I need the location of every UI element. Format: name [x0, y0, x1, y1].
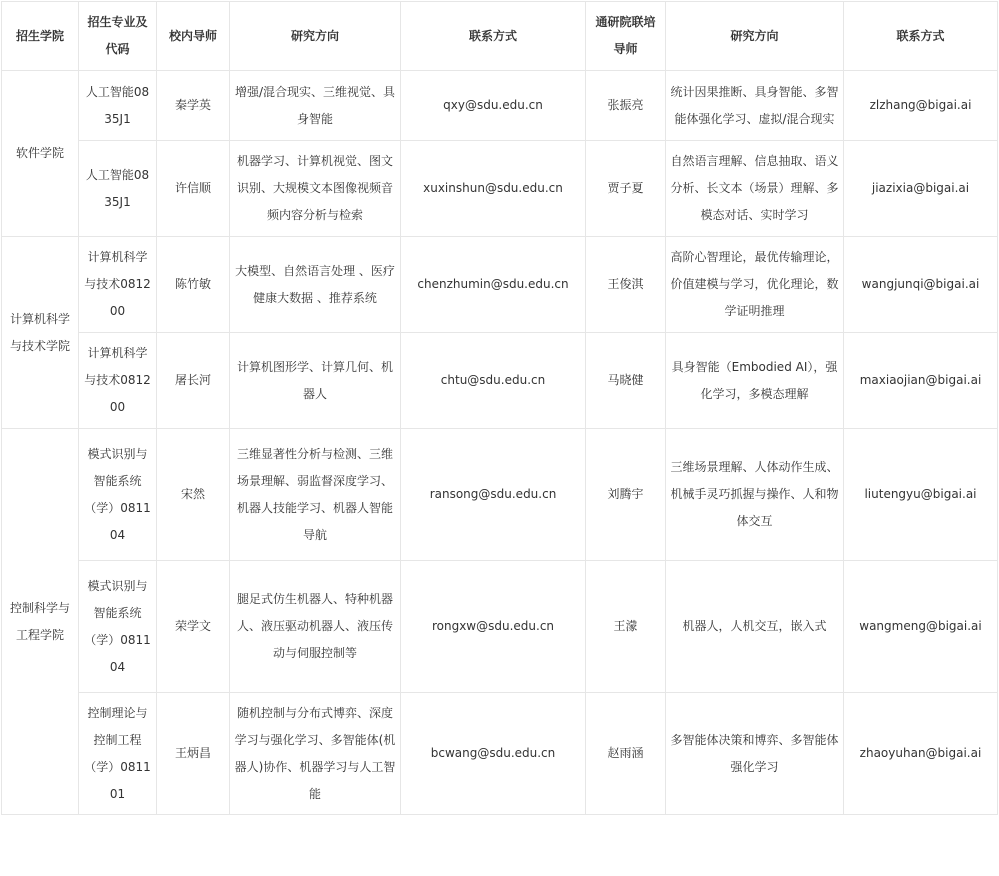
- table-header-row: [2, 2, 998, 71]
- college-cell: 控制科学与工程学院: [2, 429, 79, 815]
- bigai-mentor-cell: 刘腾宇: [586, 429, 666, 561]
- sdu-contact-cell: qxy@sdu.edu.cn: [401, 71, 586, 141]
- bigai-mentor-cell: 王俊淇: [586, 237, 666, 333]
- sdu-mentor-cell: 王炳昌: [157, 693, 230, 815]
- bigai-direction-cell: 机器人，人机交互，嵌入式: [666, 561, 844, 693]
- sdu-contact-cell: chenzhumin@sdu.edu.cn: [401, 237, 586, 333]
- header-bigai-contact: 联系方式: [844, 2, 998, 71]
- sdu-contact-cell: bcwang@sdu.edu.cn: [401, 693, 586, 815]
- sdu-mentor-cell: 屠长河: [157, 333, 230, 429]
- header-bigai-direction: 研究方向: [666, 2, 844, 71]
- bigai-contact-cell: zlzhang@bigai.ai: [844, 71, 998, 141]
- header-major: 招生专业及代码: [79, 2, 157, 71]
- bigai-mentor-cell: 赵雨涵: [586, 693, 666, 815]
- bigai-contact-cell: liutengyu@bigai.ai: [844, 429, 998, 561]
- sdu-mentor-cell: 宋然: [157, 429, 230, 561]
- bigai-direction-cell: 多智能体决策和博弈、多智能体强化学习: [666, 693, 844, 815]
- bigai-contact-cell: wangmeng@bigai.ai: [844, 561, 998, 693]
- bigai-contact-cell: maxiaojian@bigai.ai: [844, 333, 998, 429]
- header-sdu-mentor: 校内导师: [157, 2, 230, 71]
- sdu-contact-cell: xuxinshun@sdu.edu.cn: [401, 141, 586, 237]
- bigai-mentor-cell: 王濛: [586, 561, 666, 693]
- table-row: [2, 561, 998, 693]
- mentor-table: [1, 1, 998, 815]
- major-cell: 模式识别与智能系统（学）081104: [79, 429, 157, 561]
- header-sdu-contact: 联系方式: [401, 2, 586, 71]
- major-cell: 模式识别与智能系统（学）081104: [79, 561, 157, 693]
- table-row: [2, 141, 998, 237]
- bigai-direction-cell: 三维场景理解、人体动作生成、机械手灵巧抓握与操作、人和物体交互: [666, 429, 844, 561]
- sdu-direction-cell: 计算机图形学、计算几何、机器人: [230, 333, 401, 429]
- sdu-direction-cell: 机器学习、计算机视觉、图文识别、大规模文本图像视频音频内容分析与检索: [230, 141, 401, 237]
- table-row: [2, 237, 998, 333]
- table-row: [2, 429, 998, 561]
- sdu-contact-cell: chtu@sdu.edu.cn: [401, 333, 586, 429]
- sdu-direction-cell: 大模型、自然语言处理 、医疗健康大数据 、推荐系统: [230, 237, 401, 333]
- bigai-direction-cell: 高阶心智理论，最优传输理论，价值建模与学习，优化理论，数学证明推理: [666, 237, 844, 333]
- sdu-contact-cell: rongxw@sdu.edu.cn: [401, 561, 586, 693]
- sdu-direction-cell: 三维显著性分析与检测、三维场景理解、弱监督深度学习、机器人技能学习、机器人智能导航: [230, 429, 401, 561]
- bigai-mentor-cell: 张振亮: [586, 71, 666, 141]
- bigai-direction-cell: 统计因果推断、具身智能、多智能体强化学习、虚拟/混合现实: [666, 71, 844, 141]
- sdu-mentor-cell: 秦学英: [157, 71, 230, 141]
- bigai-contact-cell: zhaoyuhan@bigai.ai: [844, 693, 998, 815]
- sdu-direction-cell: 增强/混合现实、三维视觉、具身智能: [230, 71, 401, 141]
- header-sdu-direction: 研究方向: [230, 2, 401, 71]
- table-row: [2, 693, 998, 815]
- major-cell: 计算机科学与技术081200: [79, 333, 157, 429]
- major-cell: 计算机科学与技术081200: [79, 237, 157, 333]
- bigai-direction-cell: 具身智能（Embodied AI），强化学习，多模态理解: [666, 333, 844, 429]
- sdu-contact-cell: ransong@sdu.edu.cn: [401, 429, 586, 561]
- header-college: 招生学院: [2, 2, 79, 71]
- sdu-mentor-cell: 陈竹敏: [157, 237, 230, 333]
- bigai-contact-cell: jiazixia@bigai.ai: [844, 141, 998, 237]
- table-row: [2, 333, 998, 429]
- header-bigai-mentor: 通研院联培导师: [586, 2, 666, 71]
- college-cell: 软件学院: [2, 71, 79, 237]
- sdu-direction-cell: 随机控制与分布式博弈、深度学习与强化学习、多智能体(机器人)协作、机器学习与人工智能: [230, 693, 401, 815]
- bigai-direction-cell: 自然语言理解、信息抽取、语义分析、长文本（场景）理解、多模态对话、实时学习: [666, 141, 844, 237]
- major-cell: 人工智能0835J1: [79, 141, 157, 237]
- sdu-direction-cell: 腿足式仿生机器人、特种机器人、液压驱动机器人、液压传动与伺服控制等: [230, 561, 401, 693]
- bigai-mentor-cell: 马晓健: [586, 333, 666, 429]
- major-cell: 控制理论与控制工程（学）081101: [79, 693, 157, 815]
- sdu-mentor-cell: 荣学文: [157, 561, 230, 693]
- sdu-mentor-cell: 许信顺: [157, 141, 230, 237]
- table-row: [2, 71, 998, 141]
- major-cell: 人工智能0835J1: [79, 71, 157, 141]
- bigai-contact-cell: wangjunqi@bigai.ai: [844, 237, 998, 333]
- college-cell: 计算机科学与技术学院: [2, 237, 79, 429]
- bigai-mentor-cell: 贾子夏: [586, 141, 666, 237]
